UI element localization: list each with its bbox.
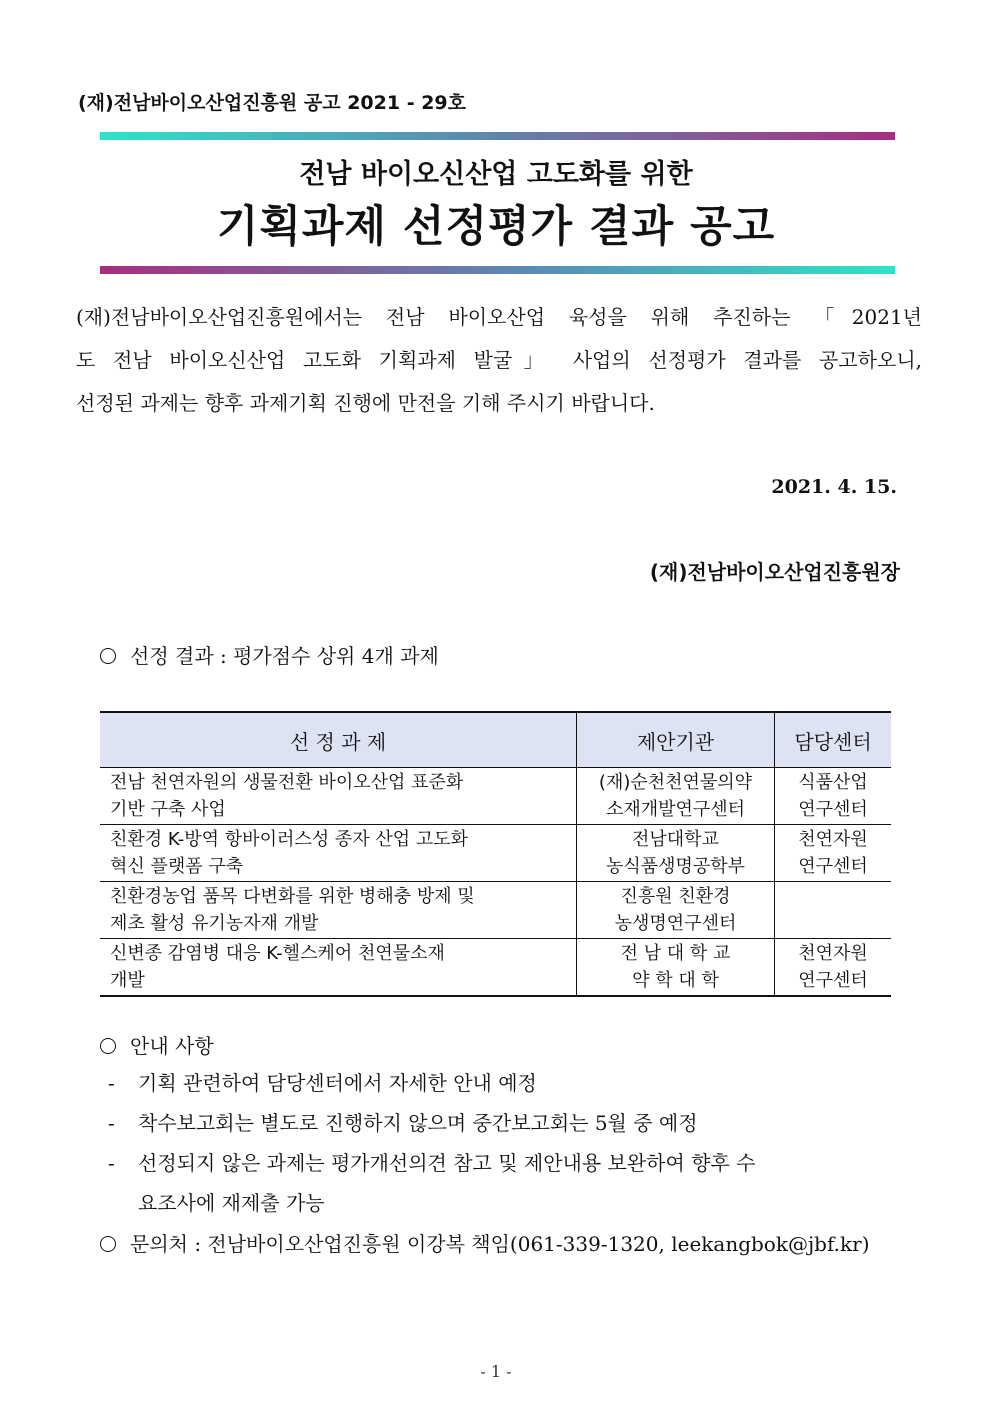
dash-marker: - <box>108 1071 115 1095</box>
institution-cell: (재)순천천연물의약 소재개발연구센터 <box>577 768 775 825</box>
center-cell: 천연자원 연구센터 <box>775 939 892 997</box>
page-number: - 1 - <box>480 1362 512 1381</box>
circle-bullet-icon <box>100 1038 116 1054</box>
guide-heading <box>100 1030 214 1059</box>
institution-cell: 전남대학교 농식품생명공학부 <box>577 825 775 882</box>
project-cell: 전남 천연자원의 생물전환 바이오산업 표준화 기반 구축 사업 <box>100 768 577 825</box>
table-row <box>100 768 891 825</box>
center-cell: 천연자원 연구센터 <box>775 825 892 882</box>
title-bar-top <box>100 132 895 140</box>
center-cell <box>775 882 892 939</box>
list-item: - 기획 관련하여 담당센터에서 자세한 안내 예정 <box>108 1063 918 1103</box>
intro-paragraph <box>76 296 922 425</box>
center-cell: 식품산업 연구센터 <box>775 768 892 825</box>
table-header-row <box>100 712 891 768</box>
column-header-institution: 제안기관 <box>577 712 775 768</box>
table-row <box>100 882 891 939</box>
intro-line: 선정된 과제는 향후 과제기획 진행에 만전을 기해 주시기 바랍니다. <box>76 391 655 415</box>
project-cell: 친환경 K-방역 항바이러스성 종자 산업 고도화 혁신 플랫폼 구축 <box>100 825 577 882</box>
selection-table <box>100 711 891 997</box>
notice-number: (재)전남바이오산업진흥원 공고 2021 - 29호 <box>78 92 466 114</box>
list-item-continuation: 요조사에 재제출 가능 <box>138 1191 325 1215</box>
intro-line: 도 전남 바이오신산업 고도화 기획과제 발굴」 사업의 선정평가 결과를 공고하오니, <box>76 348 922 372</box>
circle-bullet-icon <box>100 1236 116 1252</box>
announcement-date: 2021. 4. 15. <box>771 476 897 498</box>
selection-heading <box>100 640 439 669</box>
institution-cell: 진흥원 친환경 농생명연구센터 <box>577 882 775 939</box>
contact-line <box>100 1228 870 1257</box>
dash-marker: - <box>108 1111 115 1135</box>
column-header-center: 담당센터 <box>775 712 892 768</box>
institution-cell: 전 남 대 학 교 약 학 대 학 <box>577 939 775 997</box>
guide-heading-text: 안내 사항 <box>130 1034 214 1058</box>
list-item: - 착수보고회는 별도로 진행하지 않으며 중간보고회는 5월 중 예정 <box>108 1103 918 1143</box>
column-header-project: 선 정 과 제 <box>100 712 577 768</box>
table-row <box>100 825 891 882</box>
signer: (재)전남바이오산업진흥원장 <box>649 560 900 584</box>
title-bar-bottom <box>100 266 895 274</box>
list-item: - 선정되지 않은 과제는 평가개선의견 참고 및 제안내용 보완하여 향후 수 <box>108 1143 918 1183</box>
contact-text: 문의처 : 전남바이오산업진흥원 이강복 책임(061-339-1320, leekangbok@jbf.kr) <box>130 1232 870 1256</box>
document-subtitle: 전남 바이오신산업 고도화를 위한 <box>299 159 693 190</box>
guide-list <box>108 1063 918 1223</box>
table-row <box>100 939 891 997</box>
circle-bullet-icon <box>100 648 116 664</box>
project-cell: 친환경농업 품목 다변화를 위한 병해충 방제 및 제초 활성 유기농자재 개발 <box>100 882 577 939</box>
document-title: 기획과제 선정평가 결과 공고 <box>216 202 776 252</box>
dash-marker: - <box>108 1151 115 1175</box>
project-cell: 신변종 감염병 대응 K-헬스케어 천연물소재 개발 <box>100 939 577 997</box>
intro-line: (재)전남바이오산업진흥원에서는 전남 바이오산업 육성을 위해 추진하는 「2021년 <box>76 305 922 329</box>
selection-heading-text: 선정 결과 : 평가점수 상위 4개 과제 <box>130 644 439 668</box>
